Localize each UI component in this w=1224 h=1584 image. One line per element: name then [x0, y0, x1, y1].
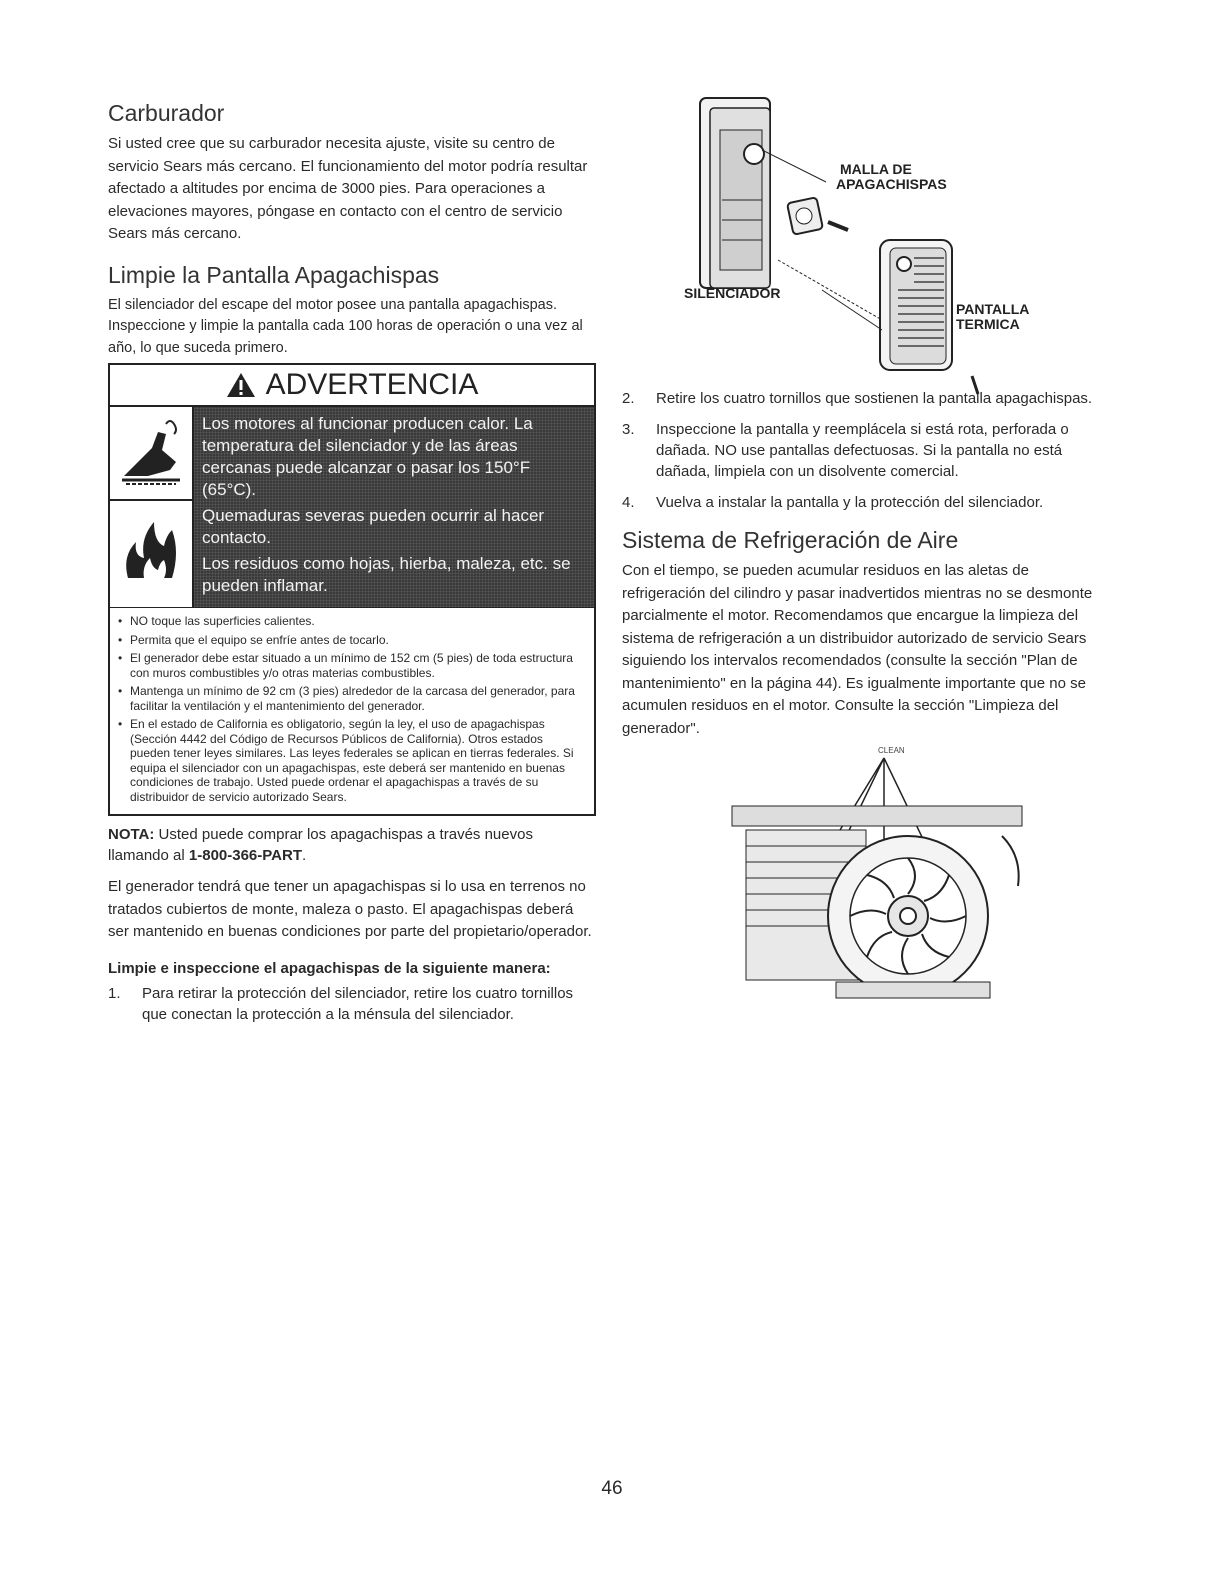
right-steps-list — [622, 388, 1108, 513]
engine-flywheel-illustration — [622, 746, 1108, 1006]
warning-box — [108, 363, 596, 816]
label-pantalla-line2: TERMICA — [956, 316, 1020, 332]
nota-end: . — [302, 847, 307, 864]
step-number: 1. — [108, 984, 121, 1002]
page-number: 46 — [601, 1478, 623, 1499]
label-pantalla — [956, 302, 1029, 332]
step-text: Para retirar la protección del silenciador, retire los cuatro tornillos que conectan la protección a la ménsula del silenciador. — [142, 984, 574, 1023]
label-malla — [836, 162, 947, 192]
warning-message: Quemaduras severas pueden ocurrir al hacer contacto. — [202, 506, 545, 547]
left-column — [108, 100, 596, 1035]
step-text: Retire los cuatro tornillos que sostienen la pantalla apagachispas. — [656, 390, 1093, 407]
warning-bullet-list — [110, 608, 594, 814]
label-pantalla-line1: PANTALLA — [956, 301, 1030, 317]
carburador-body: Si usted cree que su carburador necesita ajuste, visite su centro de servicio Sears más cercano. El funcionamiento del motor podría resultar afectado a altitudes por encima de 3000 pies. Para operaciones a elevaciones mayores, póngase en contacto con el centro de servicio Sears más cercano. — [108, 135, 588, 242]
warning-title: ADVERTENCIA — [265, 368, 479, 401]
warning-header — [110, 365, 594, 407]
step-item — [622, 419, 1108, 482]
warning-message: Los motores al funcionar producen calor. La temperatura del silenciador y de las áreas cercanas puede alcanzar o pasar los 150°F (65°C). — [202, 414, 533, 499]
limpie-body: El silenciador del escape del motor posee una pantalla apagachispas. Inspeccione y limpie la pantalla cada 100 horas de operación o una vez al año, lo que suceda primero. — [108, 296, 583, 356]
warning-bullet: • NO toque las superficies calientes. — [118, 614, 586, 629]
warning-bullet: • Mantenga un mínimo de 92 cm (3 pies) alrededor de la carcasa del generador, para facilitar la ventilación y el mantenimiento del generador. — [118, 684, 586, 713]
left-steps-list — [108, 983, 596, 1025]
nota-paragraph — [108, 824, 596, 866]
warning-bullet: • Permita que el equipo se enfríe antes de tocarlo. — [118, 633, 586, 648]
step-item — [622, 492, 1108, 513]
step-number: 4. — [622, 494, 635, 511]
nota-phone: 1-800-366-PART — [188, 847, 302, 864]
engine-cooling-diagram — [622, 746, 1108, 1006]
limpie-heading: Limpie la Pantalla Apagachispas — [108, 261, 440, 288]
label-malla-line1: MALLA DE — [840, 161, 912, 177]
label-malla-line2: APAGACHISPAS — [836, 176, 947, 192]
muffler-diagram — [622, 90, 1108, 400]
label-clean: CLEAN — [878, 746, 905, 755]
fire-icon — [110, 501, 192, 593]
label-silenciador: SILENCIADOR — [684, 285, 781, 301]
warning-bullet: • En el estado de California es obligatorio, según la ley, el uso de apagachispas (Sección 4442 del Código de Recursos Públicos de California). Otros estados pueden tener leyes similares. Las leyes federales se aplican en tierras federales. Si equipa el silenciador con un apagachispas, este deberá ser mantenido en buenas condiciones de trabajo. Usted puede ordenar el apagachispas a través de su distribuidor de servicio autorizado Sears. — [118, 717, 586, 804]
generador-paragraph: El generador tendrá que tener un apagachispas si lo usa en terrenos no tratados cubiertos de monte, maleza o pasto. El apagachispas deberá ser mantenido en buenas condiciones por parte del propietario/operador. — [108, 878, 592, 940]
step-item — [108, 983, 596, 1025]
warning-messages — [194, 407, 594, 607]
inspect-subheading: Limpie e inspeccione el apagachispas de la siguiente manera: — [108, 959, 551, 977]
step-text: Inspeccione la pantalla y reemplácela si está rota, perforada o dañada. NO use pantallas defectuosas. Si la pantalla no está dañada, limpiela con un disolvente comercial. — [656, 421, 1069, 480]
carburador-heading: Carburador — [108, 100, 225, 126]
nota-label: NOTA: — [108, 826, 155, 843]
sistema-heading: Sistema de Refrigeración de Aire — [622, 527, 959, 553]
muffler-exploded-illustration — [622, 90, 1108, 400]
sistema-body: Con el tiempo, se pueden acumular residuos en las aletas de refrigeración del cilindro y pasar inadvertidos mientras no se desmonte parcialmente el motor. Recomendamos que encargue la limpieza del sistema de refrigeración a un distribuidor autorizado de servicio Sears siguiendo los intervalos recomendados (consulte la sección "Plan de mantenimiento" en la página 44). Es igualmente importante que no se acumulen residuos en el motor. Consulte la sección "Limpieza del generador". — [622, 562, 1093, 737]
warning-message: Los residuos como hojas, hierba, maleza, etc. se pueden inflamar. — [202, 554, 571, 595]
step-text: Vuelva a instalar la pantalla y la protección del silenciador. — [656, 494, 1044, 511]
hot-surface-icon — [110, 407, 192, 501]
nota-text: Usted puede comprar los apagachispas a través nuevos llamando al — [108, 826, 533, 864]
warning-triangle-icon — [226, 372, 256, 398]
right-column — [622, 90, 1108, 1006]
step-number: 3. — [622, 421, 635, 438]
step-number: 2. — [622, 390, 635, 407]
warning-bullet: • El generador debe estar situado a un mínimo de 152 cm (5 pies) de toda estructura con muros combustibles y/o otras materias combustibles. — [118, 651, 586, 680]
